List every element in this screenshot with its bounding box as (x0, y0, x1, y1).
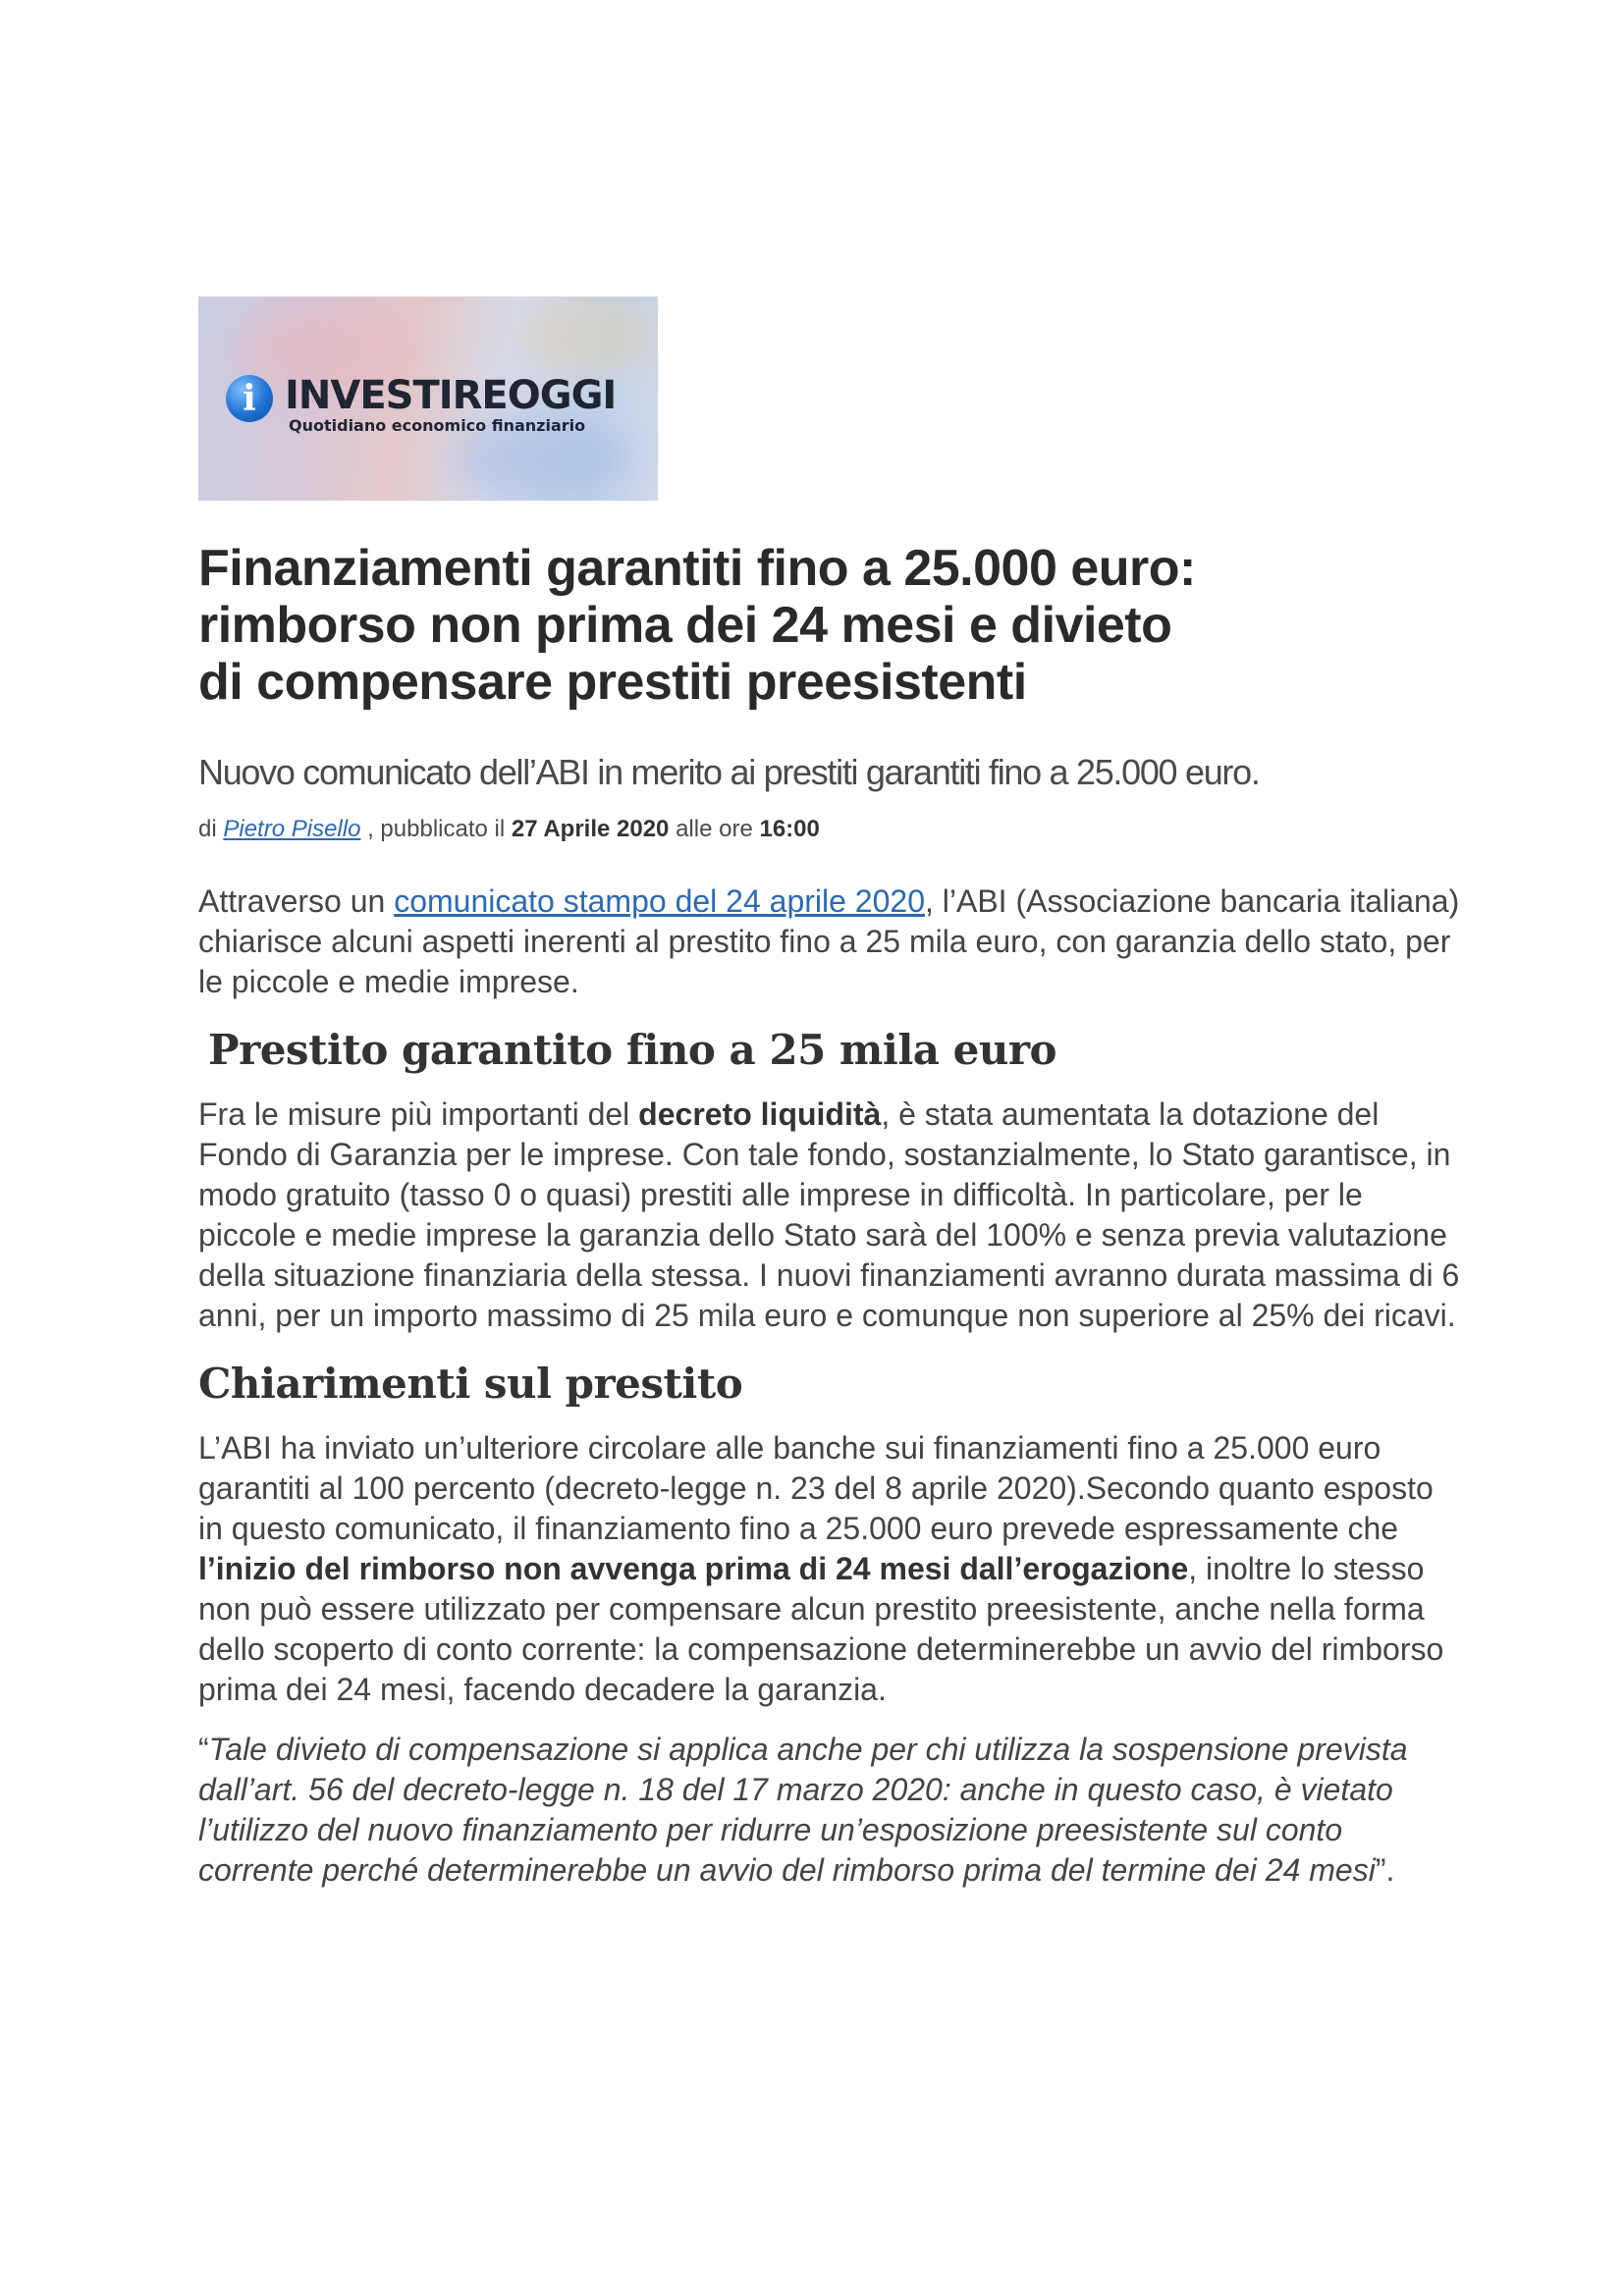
article-title-line: Finanziamenti garantiti fino a 25.000 euro: (198, 540, 1196, 597)
info-icon: i (226, 375, 273, 422)
intro-text: , l’ABI (Associazione bancaria italiana) chiarisce alcuni aspetti inerenti al prestito fino a 25 mila euro, con garanzia dello stato, per le piccole e medie imprese. (198, 883, 1460, 999)
paragraph-text: , è stata aumentata la dotazione del Fondo di Garanzia per le imprese. Con tale fondo, sostanzialmente, lo Stato garantisce, in modo gratuito (tasso 0 o quasi) prestiti alle imprese in difficoltà. In particolare, per le piccole e medie imprese la garanzia dello Stato sarà del 100% e senza previa valutazione della situazione finanziaria della stessa. I nuovi finanziamenti avranno durata massima di 6 anni, per un importo massimo di 25 mila euro e comunque non superiore al 25% dei ricavi. (198, 1096, 1460, 1333)
intro-paragraph (198, 881, 1465, 1002)
paragraph-text: , inoltre lo stesso non può essere utilizzato per compensare alcun prestito preesistente, anche nella forma dello scoperto di conto corrente: la compensazione determinerebbe un avvio del rimborso prima dei 24 mesi, facendo decadere la garanzia. (198, 1551, 1444, 1707)
intro-text: Attraverso un (198, 883, 395, 919)
press-release-link[interactable]: comunicato stampo del 24 aprile 2020 (394, 883, 925, 919)
logo-name: INVESTIREOGGI (285, 373, 617, 418)
article-title (198, 540, 1377, 711)
article-title-line: di compensare prestiti preesistenti (198, 654, 1027, 711)
bold-text: l’inizio del rimborso non avvenga prima di 24 mesi dall’erogazione (198, 1551, 1189, 1586)
author-link[interactable]: Pietro Pisello (223, 816, 361, 842)
byline (198, 815, 1465, 844)
logo-tagline: Quotidiano economico finanziario (289, 416, 586, 435)
publish-time: 16:00 (759, 816, 820, 842)
bold-text: decreto liquidità (638, 1096, 882, 1132)
byline-at: alle ore (676, 816, 753, 842)
byline-published: , pubblicato il (367, 816, 506, 842)
quote-open-mark: “ (198, 1732, 209, 1767)
logo-background-shape (522, 296, 658, 375)
quote-text: Tale divieto di compensazione si applica anche per chi utilizza la sospensione prevista dall’art. 56 del decreto-legge n. 18 del 17 marzo 2020: anche in questo caso, è vietato l’utilizzo del nuovo finanziamento per ridurre un’esposizione preesistente sul conto corrente perché determinerebbe un avvio del rimborso prima del termine dei 24 mesi (198, 1732, 1408, 1888)
paragraph-text: Fra le misure più importanti del (198, 1096, 639, 1132)
section-paragraph (198, 1428, 1465, 1710)
article-subtitle: Nuovo comunicato dell’ABI in merito ai prestiti garantiti fino a 25.000 euro. (198, 752, 1260, 792)
publish-date: 27 Aprile 2020 (511, 816, 670, 842)
section-heading: Prestito garantito fino a 25 mila euro (208, 1026, 1057, 1074)
quote-paragraph (198, 1730, 1465, 1891)
quote-close-mark: ”. (1375, 1852, 1395, 1888)
article-title-line: rimborso non prima dei 24 mesi e divieto (198, 597, 1172, 654)
section-heading: Chiarimenti sul prestito (198, 1360, 743, 1408)
paragraph-text: L’ABI ha inviato un’ulteriore circolare alle banche sui finanziamenti fino a 25.000 euro garantiti al 100 percento (decreto-legge n. 23 del 8 aprile 2020).Secondo quanto esposto in questo comunicato, il finanziamento fino a 25.000 euro prevede espressamente che (198, 1430, 1434, 1546)
section-paragraph (198, 1095, 1465, 1336)
byline-prefix: di (198, 816, 217, 842)
article (198, 296, 1465, 1891)
publication-logo[interactable] (198, 296, 658, 501)
